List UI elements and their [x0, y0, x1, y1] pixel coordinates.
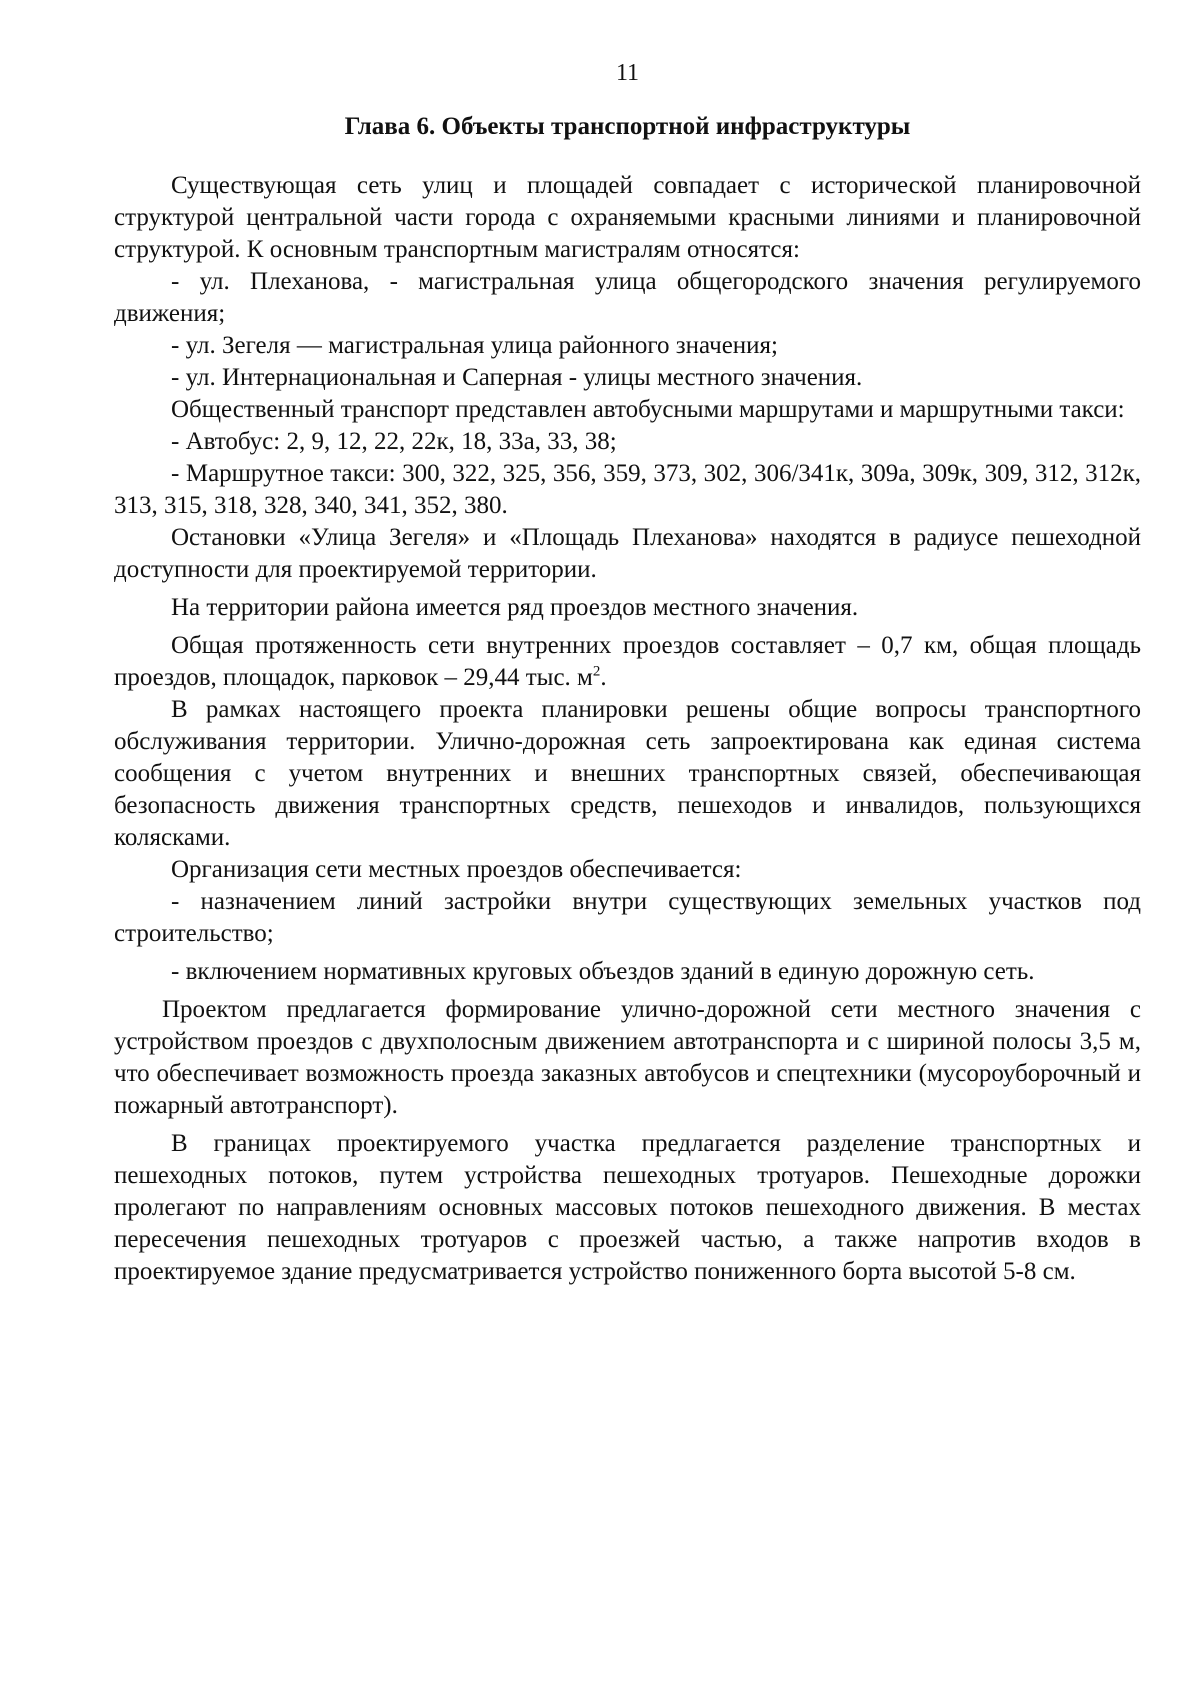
paragraph-stops: Остановки «Улица Зегеля» и «Площадь Плеханова» находятся в радиусе пешеходной доступности для проектируемой территории.: [114, 524, 1141, 583]
document-page: [114, 58, 1141, 1288]
network-length-text: Общая протяженность сети внутренних проездов составляет – 0,7 км, общая площадь проездов, площадок, парковок – 29,44 тыс. м: [114, 632, 1141, 691]
paragraph-plekhanova-street: - ул. Плеханова, - магистральная улица общегородского значения регулируемого движения;: [114, 268, 1141, 327]
chapter-title: Глава 6. Объекты транспортной инфраструктуры: [344, 113, 911, 140]
paragraph-bus-routes: - Автобус: 2, 9, 12, 22, 22к, 18, 33а, 33, 38;: [171, 428, 617, 455]
paragraph-planning-project: В рамках настоящего проекта планировки решены общие вопросы транспортного обслуживания территории. Улично-дорожная сеть запроектирована как единая система сообщения с учетом внутренних и внешних транспортных связей, обеспечивающая безопасность движения транспортных средств, пешеходов и инвалидов, пользующихся колясками.: [114, 696, 1141, 851]
paragraph-local-passages: На территории района имеется ряд проездов местного значения.: [171, 594, 859, 621]
paragraph-organization: Организация сети местных проездов обеспечивается:: [171, 856, 742, 883]
paragraph-pedestrian-flows: В границах проектируемого участка предлагается разделение транспортных и пешеходных потоков, путем устройства пешеходных тротуаров. Пешеходные дорожки пролегают по направлениям основных массовых потоков пешеходного движения. В местах пересечения пешеходных тротуаров с проезжей частью, а также напротив входов в проектируемое здание предусматривается устройство пониженного борта высотой 5-8 см.: [114, 1130, 1141, 1285]
paragraph-circular-drives: - включением нормативных круговых объездов зданий в единую дорожную сеть.: [171, 958, 1035, 985]
paragraph-zegelya-street: - ул. Зегеля — магистральная улица районного значения;: [171, 332, 779, 359]
paragraph-taxi-routes: - Маршрутное такси: 300, 322, 325, 356, 359, 373, 302, 306/341к, 309а, 309к, 309, 312, 312к, 313, 315, 318, 328, 340, 341, 352, 380.: [114, 460, 1141, 519]
superscript-square: 2: [592, 663, 601, 680]
paragraph-public-transport: Общественный транспорт представлен автобусными маршрутами и маршрутными такси:: [171, 396, 1125, 423]
page-number: 11: [615, 60, 640, 86]
paragraph-local-streets: - ул. Интернациональная и Саперная - улицы местного значения.: [171, 364, 863, 391]
paragraph-building-lines: - назначением линий застройки внутри существующих земельных участков под строительство;: [114, 888, 1141, 947]
paragraph-project-proposal: Проектом предлагается формирование улично-дорожной сети местного значения с устройством проездов с двухполосным движением автотранспорта и с шириной полосы 3,5 м, что обеспечивает возможность проезда заказных автобусов и спецтехники (мусороуборочный и пожарный автотранспорт).: [114, 996, 1141, 1119]
network-length-period: .: [600, 664, 607, 691]
paragraph-network-length: [114, 630, 1141, 694]
paragraph-street-network: Существующая сеть улиц и площадей совпадает с исторической планировочной структурой центральной части города с охраняемыми красными линиями и планировочной структурой. К основным транспортным магистралям относятся:: [114, 172, 1141, 263]
